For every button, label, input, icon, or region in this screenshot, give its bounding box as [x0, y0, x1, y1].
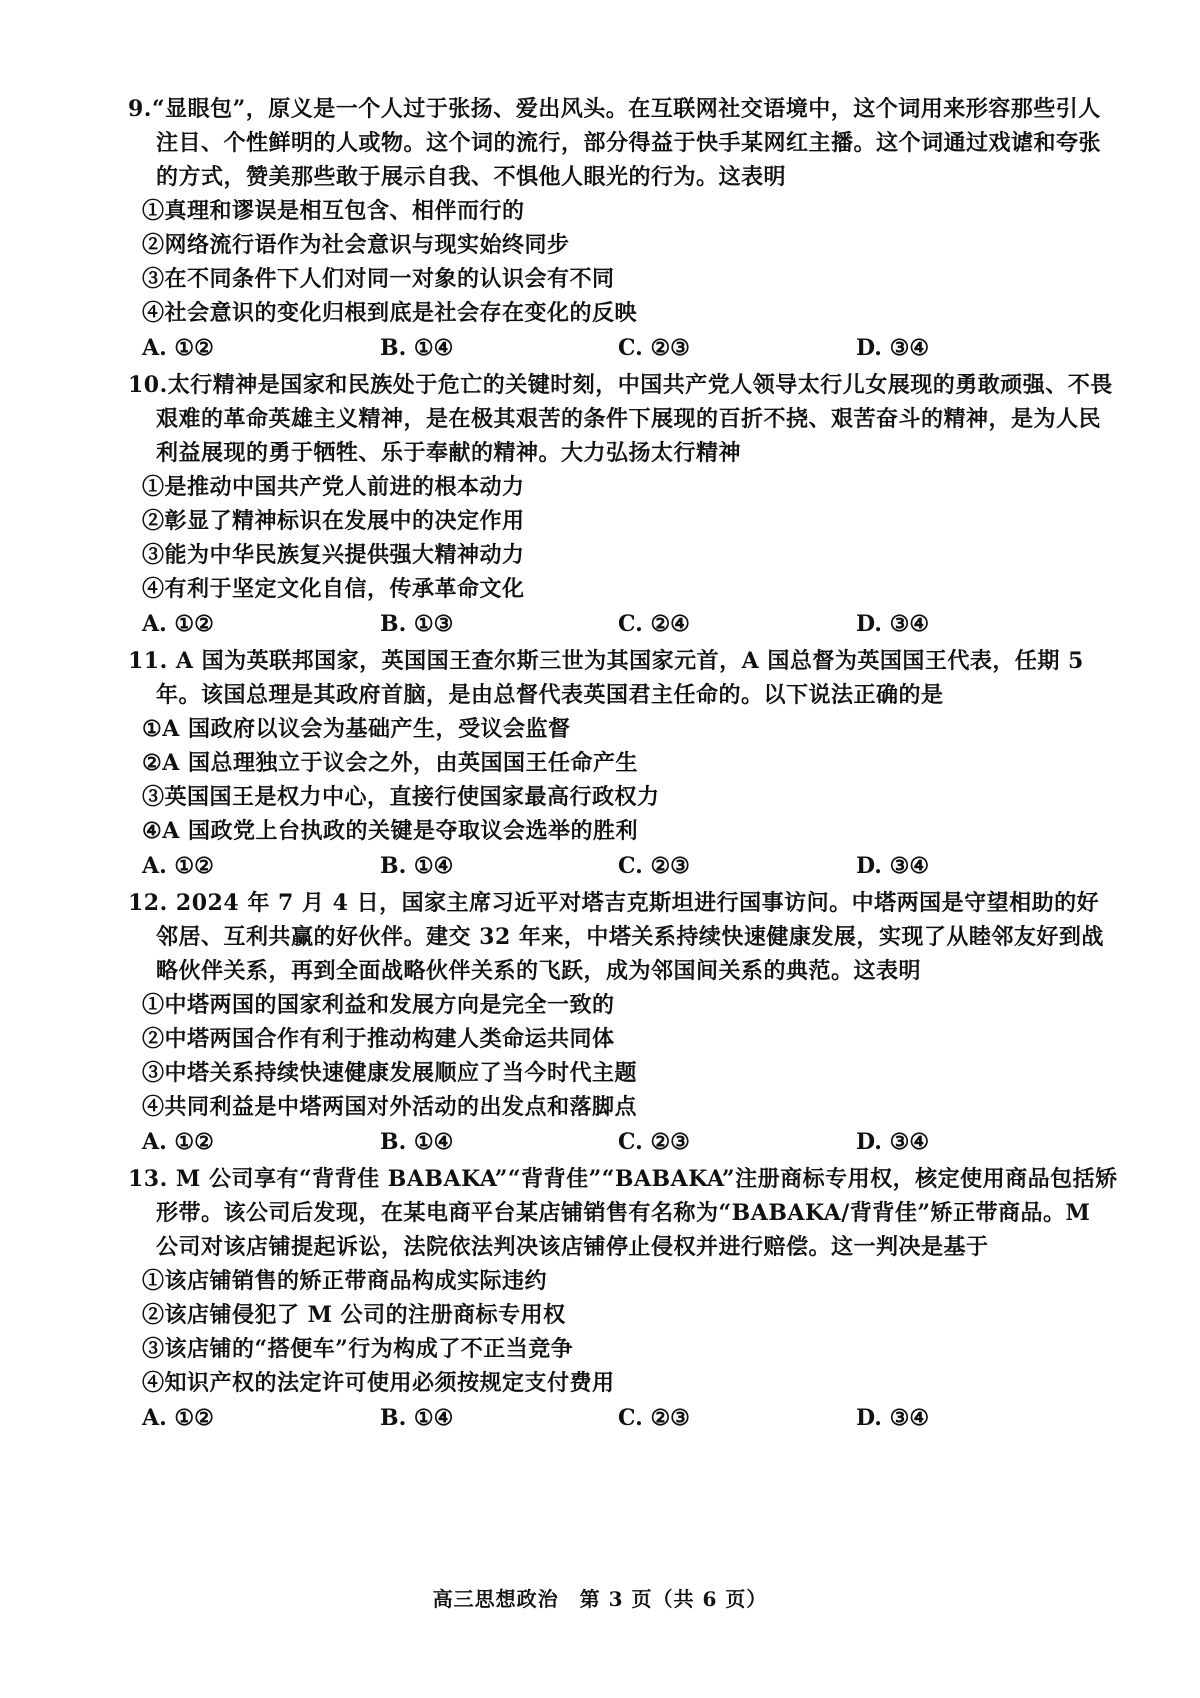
statement-2: ②A 国总理独立于议会之外，由英国国王任命产生	[142, 750, 638, 776]
choice-c: C. ②③	[618, 335, 690, 361]
statement-3: ③该店铺的“搭便车”行为构成了不正当竞争	[142, 1336, 574, 1362]
choice-b: B. ①③	[380, 611, 454, 637]
choice-d: D. ③④	[856, 853, 930, 879]
statement-2: ②彰显了精神标识在发展中的决定作用	[142, 508, 525, 534]
choice-d: D. ③④	[856, 335, 930, 361]
question-stem: 11. A 国为英联邦国家，英国国王查尔斯三世为其国家元首，A 国总督为英国国王代表，任期 5 年。该国总理是其政府首脑，是由总督代表英国君主任命的。以下说法正确的是	[128, 648, 1084, 708]
statement-3: ③英国国王是权力中心，直接行使国家最高行政权力	[142, 784, 660, 810]
choice-b: B. ①④	[380, 335, 454, 361]
statement-1: ①真理和谬误是相互包含、相伴而行的	[142, 198, 525, 224]
statement-1: ①是推动中国共产党人前进的根本动力	[142, 474, 525, 500]
statement-4: ④A 国政党上台执政的关键是夺取议会选举的胜利	[142, 818, 638, 844]
statement-3: ③中塔关系持续快速健康发展顺应了当今时代主题	[142, 1060, 638, 1086]
answer-choices	[128, 848, 1118, 884]
choice-c: C. ②③	[618, 853, 690, 879]
answer-choices	[128, 1400, 1118, 1436]
question-11	[128, 644, 1118, 884]
question-stem: 9.“显眼包”，原义是一个人过于张扬、爱出风头。在互联网社交语境中，这个词用来形容那些引人注目、个性鲜明的人或物。这个词的流行，部分得益于快手某网红主播。这个词通过戏谑和夸张的方式，赞美那些敢于展示自我、不惧他人眼光的行为。这表明	[128, 96, 1102, 190]
question-10	[128, 368, 1118, 642]
statement-4: ④共同利益是中塔两国对外活动的出发点和落脚点	[142, 1094, 638, 1120]
answer-choices	[128, 606, 1118, 642]
choice-d: D. ③④	[856, 1129, 930, 1155]
statement-3: ③在不同条件下人们对同一对象的认识会有不同	[142, 266, 615, 292]
question-stem: 13. M 公司享有“背背佳 BABAKA”“背背佳”“BABAKA”注册商标专用权，核定使用商品包括矫形带。该公司后发现，在某电商平台某店铺销售有名称为“BABAKA/背背佳”矫正带商品。M 公司对该店铺提起诉讼，法院依法判决该店铺停止侵权并进行赔偿。这一判决是基于	[128, 1166, 1118, 1260]
choice-c: C. ②④	[618, 611, 690, 637]
answer-choices	[128, 330, 1118, 366]
question-stem: 10.太行精神是国家和民族处于危亡的关键时刻，中国共产党人领导太行儿女展现的勇敢顽强、不畏艰难的革命英雄主义精神，是在极其艰苦的条件下展现的百折不挠、艰苦奋斗的精神，是为人民利益展现的勇于牺牲、乐于奉献的精神。大力弘扬太行精神	[128, 372, 1113, 466]
exam-page	[128, 92, 1118, 1438]
choice-c: C. ②③	[618, 1129, 690, 1155]
statement-4: ④有利于坚定文化自信，传承革命文化	[142, 576, 525, 602]
choice-d: D. ③④	[856, 1405, 930, 1431]
statement-1: ①该店铺销售的矫正带商品构成实际违约	[142, 1268, 548, 1294]
statement-4: ④社会意识的变化归根到底是社会存在变化的反映	[142, 300, 638, 326]
statement-3: ③能为中华民族复兴提供强大精神动力	[142, 542, 525, 568]
question-9	[128, 92, 1118, 366]
statement-4: ④知识产权的法定许可使用必须按规定支付费用	[142, 1370, 615, 1396]
question-stem: 12. 2024 年 7 月 4 日，国家主席习近平对塔吉克斯坦进行国事访问。中塔两国是守望相助的好邻居、互利共赢的好伙伴。建交 32 年来，中塔关系持续快速健康发展，实现了从睦邻友好到战略伙伴关系，再到全面战略伙伴关系的飞跃，成为邻国间关系的典范。这表明	[128, 890, 1104, 984]
page-footer: 高三思想政治 第 3 页（共 6 页）	[432, 1587, 768, 1611]
question-13	[128, 1162, 1118, 1436]
choice-b: B. ①④	[380, 1405, 454, 1431]
question-12	[128, 886, 1118, 1160]
statement-1: ①中塔两国的国家利益和发展方向是完全一致的	[142, 992, 615, 1018]
choice-a: A. ①②	[142, 1405, 214, 1431]
statement-2: ②该店铺侵犯了 M 公司的注册商标专用权	[142, 1302, 566, 1328]
choice-c: C. ②③	[618, 1405, 690, 1431]
statement-2: ②中塔两国合作有利于推动构建人类命运共同体	[142, 1026, 615, 1052]
answer-choices	[128, 1124, 1118, 1160]
choice-a: A. ①②	[142, 1129, 214, 1155]
choice-d: D. ③④	[856, 611, 930, 637]
choice-b: B. ①④	[380, 853, 454, 879]
choice-a: A. ①②	[142, 335, 214, 361]
choice-a: A. ①②	[142, 853, 214, 879]
statement-2: ②网络流行语作为社会意识与现实始终同步	[142, 232, 570, 258]
choice-b: B. ①④	[380, 1129, 454, 1155]
choice-a: A. ①②	[142, 611, 214, 637]
statement-1: ①A 国政府以议会为基础产生，受议会监督	[142, 716, 571, 742]
